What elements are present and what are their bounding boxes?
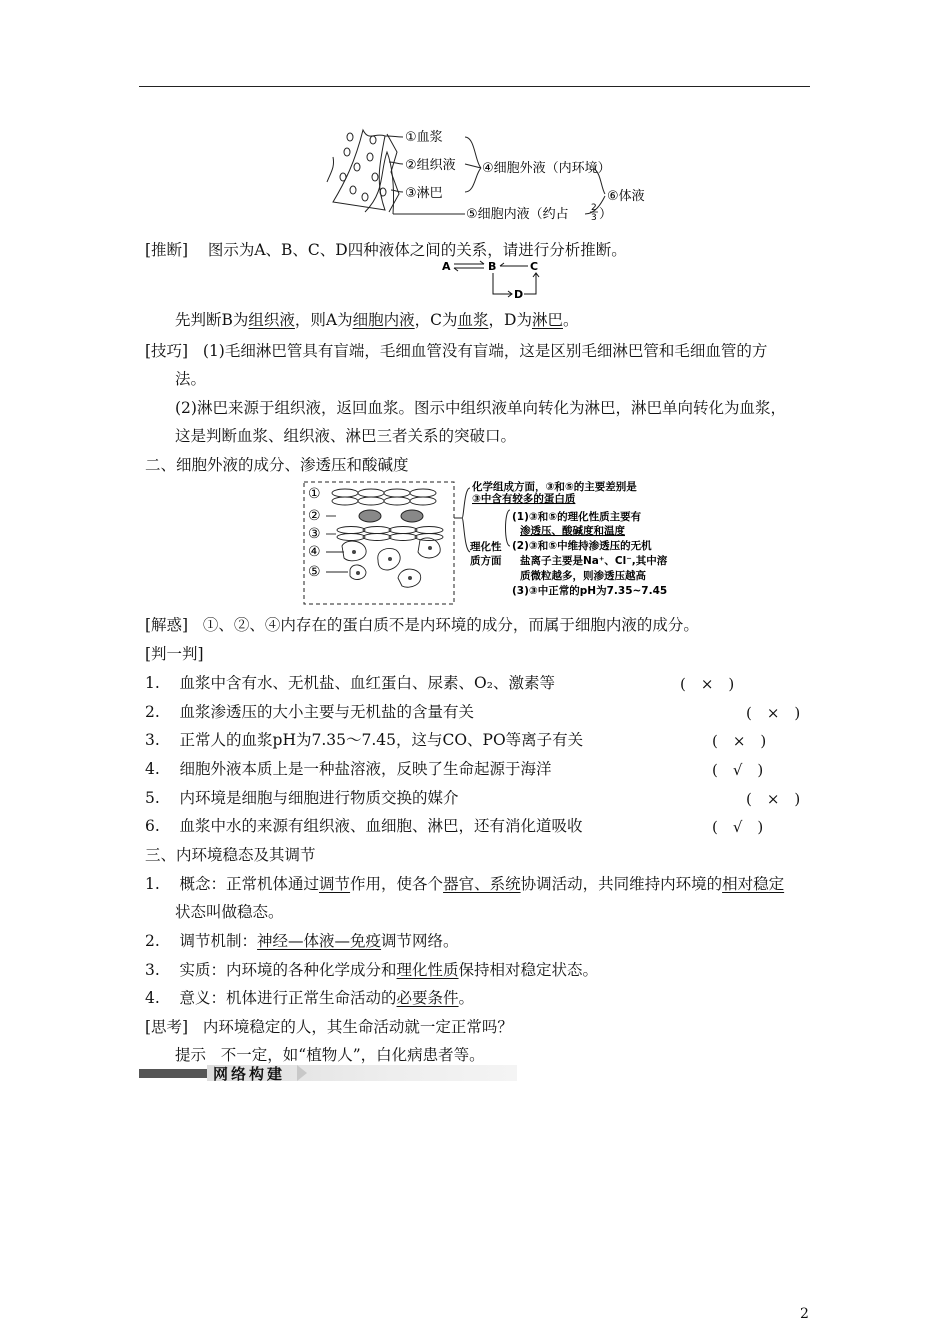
judge-item — [145, 730, 583, 750]
answer-c: 血浆 — [457, 311, 489, 329]
sec3-text: 协调活动，共同维持内环境的 — [520, 875, 723, 893]
explain-line — [145, 615, 699, 635]
fig2-chem-l1: 化学组成方面，③和⑤的主要差别是 — [472, 481, 637, 493]
judge-mark: ( × ) — [746, 704, 801, 722]
sec3-answer: 调节 — [319, 875, 351, 893]
judge-num: 3. — [145, 731, 160, 749]
fig2-p3: (3)③中正常的pH为7.35~7.45 — [512, 585, 668, 597]
judge-item — [145, 816, 583, 836]
sec3-item-4 — [145, 988, 474, 1008]
fluid-composition-diagram — [302, 480, 674, 610]
abcd-relation-diagram — [440, 258, 560, 304]
sec3-text: 调节网络。 — [381, 932, 459, 950]
judge-item — [145, 759, 552, 779]
tissue-illustration — [327, 130, 399, 214]
judge-num: 1. — [145, 674, 160, 692]
judge-text: 细胞外液本质上是一种盐溶液，反映了生命起源于海洋 — [179, 760, 552, 778]
sec3-num: 3. — [145, 961, 160, 979]
node-a: A — [442, 260, 451, 273]
think-answer-label: 提示 — [175, 1046, 207, 1064]
fig1-frac-den: 3 — [591, 213, 597, 220]
judge-mark: ( × ) — [680, 675, 735, 693]
fig2-n5: ⑤ — [308, 564, 321, 580]
fig2-n1: ① — [308, 486, 321, 502]
infer-answer — [175, 310, 579, 330]
node-c: C — [530, 260, 539, 273]
think-line — [145, 1017, 513, 1037]
judge-mark: ( √ ) — [712, 818, 764, 836]
section-banner — [139, 1065, 517, 1081]
judge-text: 正常人的血浆pH为7.35～7.45，这与CO、PO等离子有关 — [179, 731, 584, 749]
fig1-intracellular-fluid: ⑤细胞内液（约占 — [466, 207, 569, 220]
fig2-n4: ④ — [308, 544, 321, 560]
infer-line — [145, 240, 627, 260]
think-tag: [思考] — [145, 1018, 189, 1036]
judge-text: 血浆中含有水、无机盐、血红蛋白、尿素、O₂、激素等 — [179, 674, 555, 692]
infer-answer-part: ，D为 — [488, 311, 532, 329]
infer-answer-part: ，则A为 — [294, 311, 353, 329]
tips-line-1 — [145, 341, 767, 361]
sec3-item-2 — [145, 931, 459, 951]
fig1-plasma: ①血浆 — [405, 130, 443, 145]
node-b: B — [488, 260, 497, 273]
sec3-text: 实质：内环境的各种化学成分和 — [179, 961, 397, 979]
top-rule — [139, 86, 810, 87]
sec3-answer: 相对稳定 — [722, 875, 785, 893]
sec3-answer: 器官、系统 — [443, 875, 521, 893]
think-answer-text: 不一定，如“植物人”，白化病患者等。 — [220, 1046, 485, 1064]
page-number: 2 — [800, 1306, 809, 1322]
sec3-answer: 理化性质 — [396, 961, 459, 979]
sec3-text: 保持相对稳定状态。 — [458, 961, 599, 979]
fig2-chem-l2: ③中含有较多的蛋白质 — [472, 493, 576, 505]
fig2-p2b: 盐离子主要是Na⁺、Cl⁻,其中溶 — [520, 555, 668, 567]
fig2-p1b: 渗透压、酸碱度和温度 — [520, 525, 625, 537]
judge-item — [145, 673, 555, 693]
tips-p1a: (1)毛细淋巴管具有盲端，毛细血管没有盲端，这是区别毛细淋巴管和毛细血管的方 — [202, 342, 768, 360]
judge-text: 血浆中水的来源有组织液、血细胞、淋巴，还有消化道吸收 — [179, 817, 583, 835]
explain-text: ①、②、④内存在的蛋白质不是内环境的成分，而属于细胞内液的成分。 — [202, 616, 699, 634]
answer-d: 淋巴 — [531, 311, 563, 329]
judge-num: 6. — [145, 817, 160, 835]
answer-a: 细胞内液 — [352, 311, 415, 329]
judge-mark: ( × ) — [746, 790, 801, 808]
judge-item — [145, 702, 474, 722]
fig2-phys-l1: 理化性 — [470, 541, 502, 553]
think-answer — [175, 1045, 485, 1065]
fig1-tissue-fluid: ②组织液 — [405, 158, 456, 173]
sec3-num: 4. — [145, 989, 160, 1007]
fig2-n3: ③ — [308, 526, 321, 542]
body-fluid-diagram — [325, 122, 645, 220]
fig2-phys-l2: 质方面 — [470, 555, 502, 567]
sec3-text: 调节机制： — [179, 932, 258, 950]
banner-arrow-icon — [297, 1065, 307, 1081]
fig1-close-paren: ） — [599, 207, 613, 220]
node-d: D — [514, 288, 524, 301]
sec3-item-1 — [145, 874, 784, 894]
tips-p2b: 这是判断血浆、组织液、淋巴三者关系的突破口。 — [175, 427, 517, 445]
fig1-frac-num: 2 — [591, 203, 597, 213]
tips-tag: [技巧] — [145, 342, 189, 360]
infer-answer-part: ，C为 — [414, 311, 458, 329]
sec3-num: 2. — [145, 932, 160, 950]
judge-text: 血浆渗透压的大小主要与无机盐的含量有关 — [179, 703, 475, 721]
banner-bar — [139, 1069, 207, 1078]
infer-answer-part: 。 — [562, 311, 579, 329]
fig1-extracellular-fluid: ④细胞外液（内环境） — [482, 161, 611, 176]
sec3-text: 作用，使各个 — [350, 875, 444, 893]
fig2-p2c: 质微粒越多，则渗透压越高 — [520, 570, 646, 582]
fig2-p2: (2)③和⑤中维持渗透压的无机 — [512, 540, 652, 552]
judge-num: 4. — [145, 760, 160, 778]
sec3-text: 。 — [458, 989, 475, 1007]
sec3-answer: 必要条件 — [396, 989, 459, 1007]
tips-p1b: 法。 — [175, 370, 207, 388]
think-question: 内环境稳定的人，其生命活动就一定正常吗？ — [202, 1018, 513, 1036]
sec3-text: 意义：机体进行正常生命活动的 — [179, 989, 397, 1007]
explain-tag: [解惑] — [145, 616, 189, 634]
judge-text: 内环境是细胞与细胞进行物质交换的媒介 — [179, 789, 459, 807]
judge-num: 5. — [145, 789, 160, 807]
sec3-text: 概念：正常机体通过 — [179, 875, 320, 893]
tips-p2a: (2)淋巴来源于组织液，返回血浆。图示中组织液单向转化为淋巴，淋巴单向转化为血浆， — [175, 399, 786, 417]
infer-tag: [推断] — [145, 241, 189, 259]
judge-num: 2. — [145, 703, 160, 721]
infer-answer-part: 先判断B为 — [175, 311, 249, 329]
fig1-lymph: ③淋巴 — [405, 186, 443, 201]
judge-item — [145, 788, 459, 808]
section-3-title: 三、内环境稳态及其调节 — [145, 846, 316, 864]
judge-mark: ( × ) — [712, 732, 767, 750]
answer-b: 组织液 — [248, 311, 295, 329]
sec3-item-1-cont: 状态叫做稳态。 — [175, 903, 284, 921]
fig2-n2: ② — [308, 508, 321, 524]
judge-mark: ( √ ) — [712, 761, 764, 779]
fig1-body-fluid: ⑥体液 — [607, 189, 645, 204]
fig2-p1: (1)③和⑤的理化性质主要有 — [512, 511, 642, 523]
section-2-title: 二、细胞外液的成分、渗透压和酸碱度 — [145, 456, 409, 474]
sec3-num: 1. — [145, 875, 160, 893]
sec3-answer: 神经—体液—免疫 — [257, 932, 382, 950]
sec3-item-3 — [145, 960, 598, 980]
banner-title: 网络构建 — [213, 1065, 286, 1083]
infer-text: 图示为A、B、C、D四种液体之间的关系，请进行分析推断。 — [207, 241, 627, 259]
judge-tag: [判一判] — [145, 645, 204, 663]
